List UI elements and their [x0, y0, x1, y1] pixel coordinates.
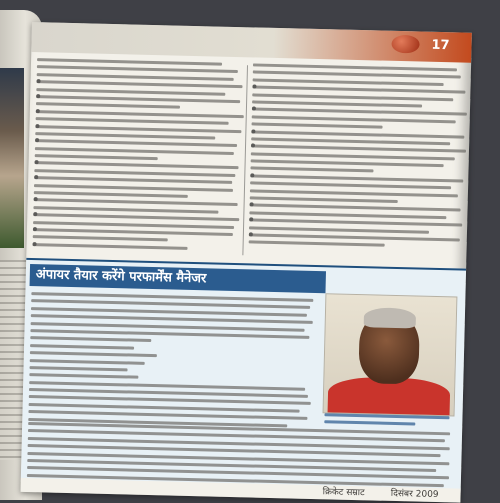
issue-date: दिसंबर 2009 — [390, 488, 439, 501]
previous-page-photo — [0, 68, 24, 248]
photo-caption — [324, 413, 454, 431]
right-column-text — [248, 63, 465, 263]
magazine-page — [21, 22, 472, 503]
article-body-text — [28, 292, 319, 432]
left-column-text — [32, 58, 242, 258]
page-header-band — [31, 22, 472, 63]
article-headline: अंपायर तैयार करेंगे परफार्मेंस मैनेजर — [30, 264, 326, 293]
column-divider — [242, 65, 248, 255]
article-columns — [32, 58, 465, 263]
page-number: 17 — [431, 37, 450, 54]
umpire-portrait-photo — [323, 293, 458, 416]
cricket-ball-graphic — [391, 35, 419, 54]
magazine-name: क्रिकेट सम्राट — [322, 487, 365, 499]
featured-article-panel — [21, 258, 466, 493]
